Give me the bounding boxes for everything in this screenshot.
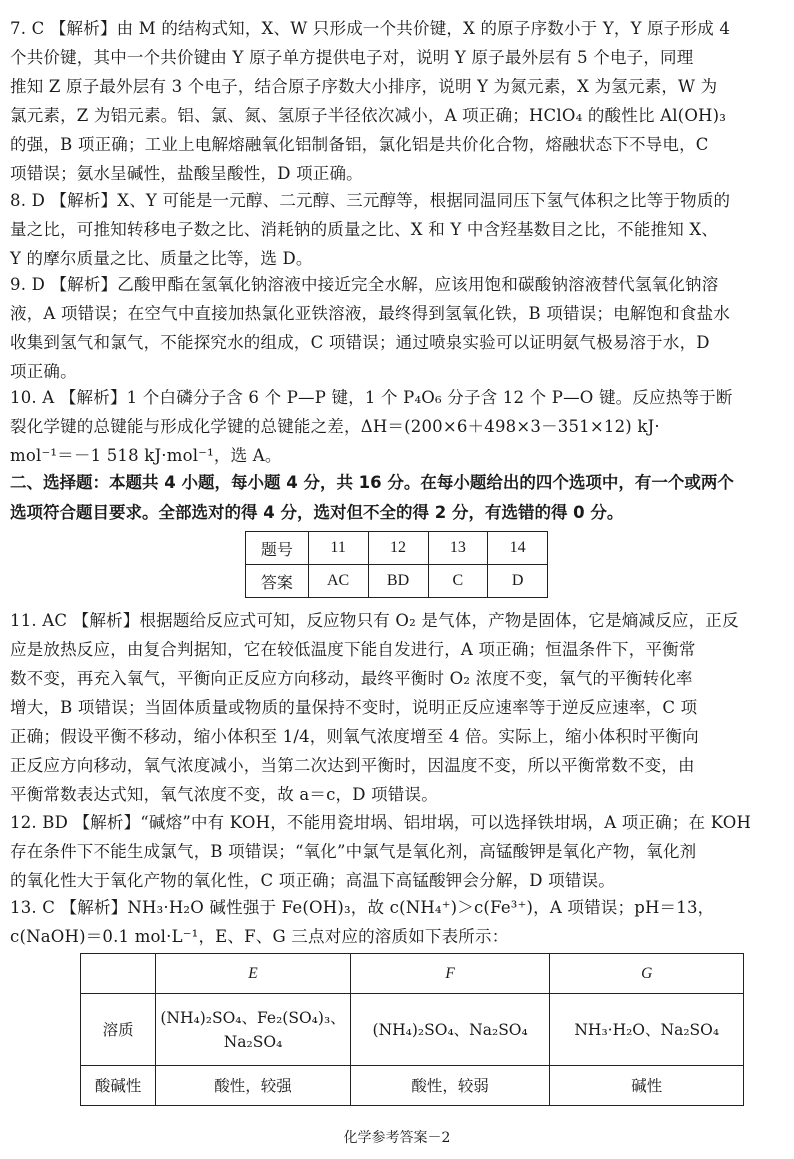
table-row (81, 994, 744, 1066)
answer-line: 8. D 【解析】X、Y 可能是一元醇、二元醇、三元醇等，根据同温同压下氢气体积之比等于物质的 (10, 191, 731, 210)
table-corner-cell (81, 954, 156, 994)
answer-item-10 (10, 383, 784, 470)
answer-line: 推知 Z 原子最外层有 3 个电子，结合原子序数大小排序，说明 Y 为氮元素，X 为氢元素，W 为 (10, 77, 718, 96)
answer-line: Y 的摩尔质量之比、质量之比等，选 D。 (10, 249, 313, 268)
answer-key-table (245, 531, 548, 598)
answer-item-13 (10, 893, 784, 951)
table-row (81, 954, 744, 994)
table-header-cell: 答案 (246, 565, 309, 598)
answer-line: 正确；假设平衡不移动，缩小体积至 1/4，则氧气浓度增至 4 倍。实际上，缩小体积时平衡向 (10, 727, 699, 746)
answer-line: c(NaOH)＝0.1 mol·L⁻¹，E、F、G 三点对应的溶质如下表所示： (10, 927, 509, 946)
answer-line: 的强，B 项正确；工业上电解熔融氧化铝制备铝，氯化铝是共价化合物，熔融状态下不导电，C (10, 135, 709, 154)
table-header-cell: F (350, 954, 550, 994)
table-cell: D (488, 565, 548, 598)
table-row-label: 溶质 (81, 994, 156, 1066)
answer-item-12 (10, 808, 784, 895)
answer-line: 项错误；氨水呈碱性，盐酸呈酸性，D 项正确。 (10, 164, 363, 183)
answer-item-8 (10, 186, 784, 273)
table-cell: (NH₄)₂SO₄、Na₂SO₄ (350, 994, 550, 1066)
table-cell: 12 (368, 532, 428, 565)
answer-line: 正反应方向移动，氧气浓度减小，当第二次达到平衡时，因温度不变，所以平衡常数不变，由 (10, 756, 695, 775)
answer-line: 增大，B 项错误；当固体质量或物质的量保持不变时，说明正反应速率等于逆反应速率，C 项 (10, 698, 698, 717)
table-cell: C (428, 565, 488, 598)
answer-line: 收集到氢气和氯气，不能探究水的组成，C 项错误；通过喷泉实验可以证明氨气极易溶于水，D (10, 333, 710, 352)
answer-line: mol⁻¹＝－1 518 kJ·mol⁻¹，选 A。 (10, 446, 282, 465)
table-row (81, 1066, 744, 1106)
table-row (246, 565, 548, 598)
table-cell: BD (368, 565, 428, 598)
table-cell: 碱性 (550, 1066, 744, 1106)
answer-line: 11. AC 【解析】根据题给反应式可知，反应物只有 O₂ 是气体，产物是固体，它是熵减反应，正反 (10, 611, 739, 630)
answer-item-7 (10, 14, 784, 188)
table-cell: NH₃·H₂O、Na₂SO₄ (550, 994, 744, 1066)
answer-line: 的氧化性大于氧化产物的氧化性，C 项正确；高温下高锰酸钾会分解，D 项错误。 (10, 871, 615, 890)
table-header-cell: 题号 (246, 532, 309, 565)
answer-line: 存在条件下不能生成氯气，B 项错误；“氧化”中氯气是氧化剂，高锰酸钾是氧化产物，氧化剂 (10, 842, 697, 861)
answer-line: 液，A 项错误；在空气中直接加热氯化亚铁溶液，最终得到氢氧化铁，B 项错误；电解饱和食盐水 (10, 304, 731, 323)
answer-item-9 (10, 270, 784, 386)
table-header-cell: G (550, 954, 744, 994)
answer-line: 数不变，再充入氧气，平衡向正反应方向移动，最终平衡时 O₂ 浓度不变，氧气的平衡转化率 (10, 669, 693, 688)
answer-line: 氯元素，Z 为铝元素。铝、氯、氮、氢原子半径依次减小，A 项正确；HClO₄ 的酸性比 Al(OH)₃ (10, 106, 727, 125)
solute-table (80, 953, 744, 1106)
answer-line: 个共价键，其中一个共价键由 Y 原子单方提供电子对，说明 Y 原子最外层有 5 个电子，同理 (10, 48, 694, 67)
table-cell: 酸性，较强 (156, 1066, 351, 1106)
answer-line: 7. C 【解析】由 M 的结构式知，X、W 只形成一个共价键，X 的原子序数小于 Y，Y 原子形成 4 (10, 19, 731, 38)
section-heading (10, 468, 784, 528)
table-cell: 14 (488, 532, 548, 565)
table-cell: 11 (308, 532, 368, 565)
answer-line: 9. D 【解析】乙酸甲酯在氢氧化钠溶液中接近完全水解，应该用饱和碳酸钠溶液替代氢氧化钠溶 (10, 275, 719, 294)
table-cell: AC (308, 565, 368, 598)
section-heading-line: 二、选择题：本题共 4 小题，每小题 4 分，共 16 分。在每小题给出的四个选项中，有一个或两个 (10, 473, 734, 492)
answer-line: 10. A 【解析】1 个白磷分子含 6 个 P—P 键，1 个 P₄O₆ 分子含 12 个 P—O 键。反应热等于断 (10, 388, 733, 407)
table-row (246, 532, 548, 565)
answer-line: 12. BD 【解析】“碱熔”中有 KOH，不能用瓷坩埚、铝坩埚，可以选择铁坩埚，A 项正确；在 KOH (10, 813, 752, 832)
answer-line: 平衡常数表达式知，氧气浓度不变，故 a＝c，D 项错误。 (10, 785, 438, 804)
answer-line: 应是放热反应，由复合判据知，它在较低温度下能自发进行，A 项正确；恒温条件下，平衡常 (10, 640, 696, 659)
answer-line: 量之比，可推知转移电子数之比、消耗钠的质量之比、X 和 Y 中含羟基数目之比，不能推知 X、 (10, 220, 719, 239)
section-heading-line: 选项符合题目要求。全部选对的得 4 分，选对但不全的得 2 分，有选错的得 0 分。 (10, 503, 624, 522)
table-row-label: 酸碱性 (81, 1066, 156, 1106)
answer-line: 项正确。 (10, 362, 77, 381)
table-cell: 酸性，较弱 (350, 1066, 550, 1106)
table-header-cell: E (156, 954, 351, 994)
answer-line: 13. C 【解析】NH₃·H₂O 碱性强于 Fe(OH)₃，故 c(NH₄⁺)＞c(Fe³⁺)，A 项错误；pH＝13， (10, 898, 715, 917)
answer-line: 裂化学键的总键能与形成化学键的总键能之差，ΔH＝(200×6＋498×3－351×12) kJ· (10, 417, 660, 436)
table-cell: (NH₄)₂SO₄、Fe₂(SO₄)₃、 Na₂SO₄ (156, 994, 351, 1066)
page-footer: 化学参考答案－2 (343, 1130, 451, 1146)
answer-item-11 (10, 606, 784, 809)
table-cell: 13 (428, 532, 488, 565)
